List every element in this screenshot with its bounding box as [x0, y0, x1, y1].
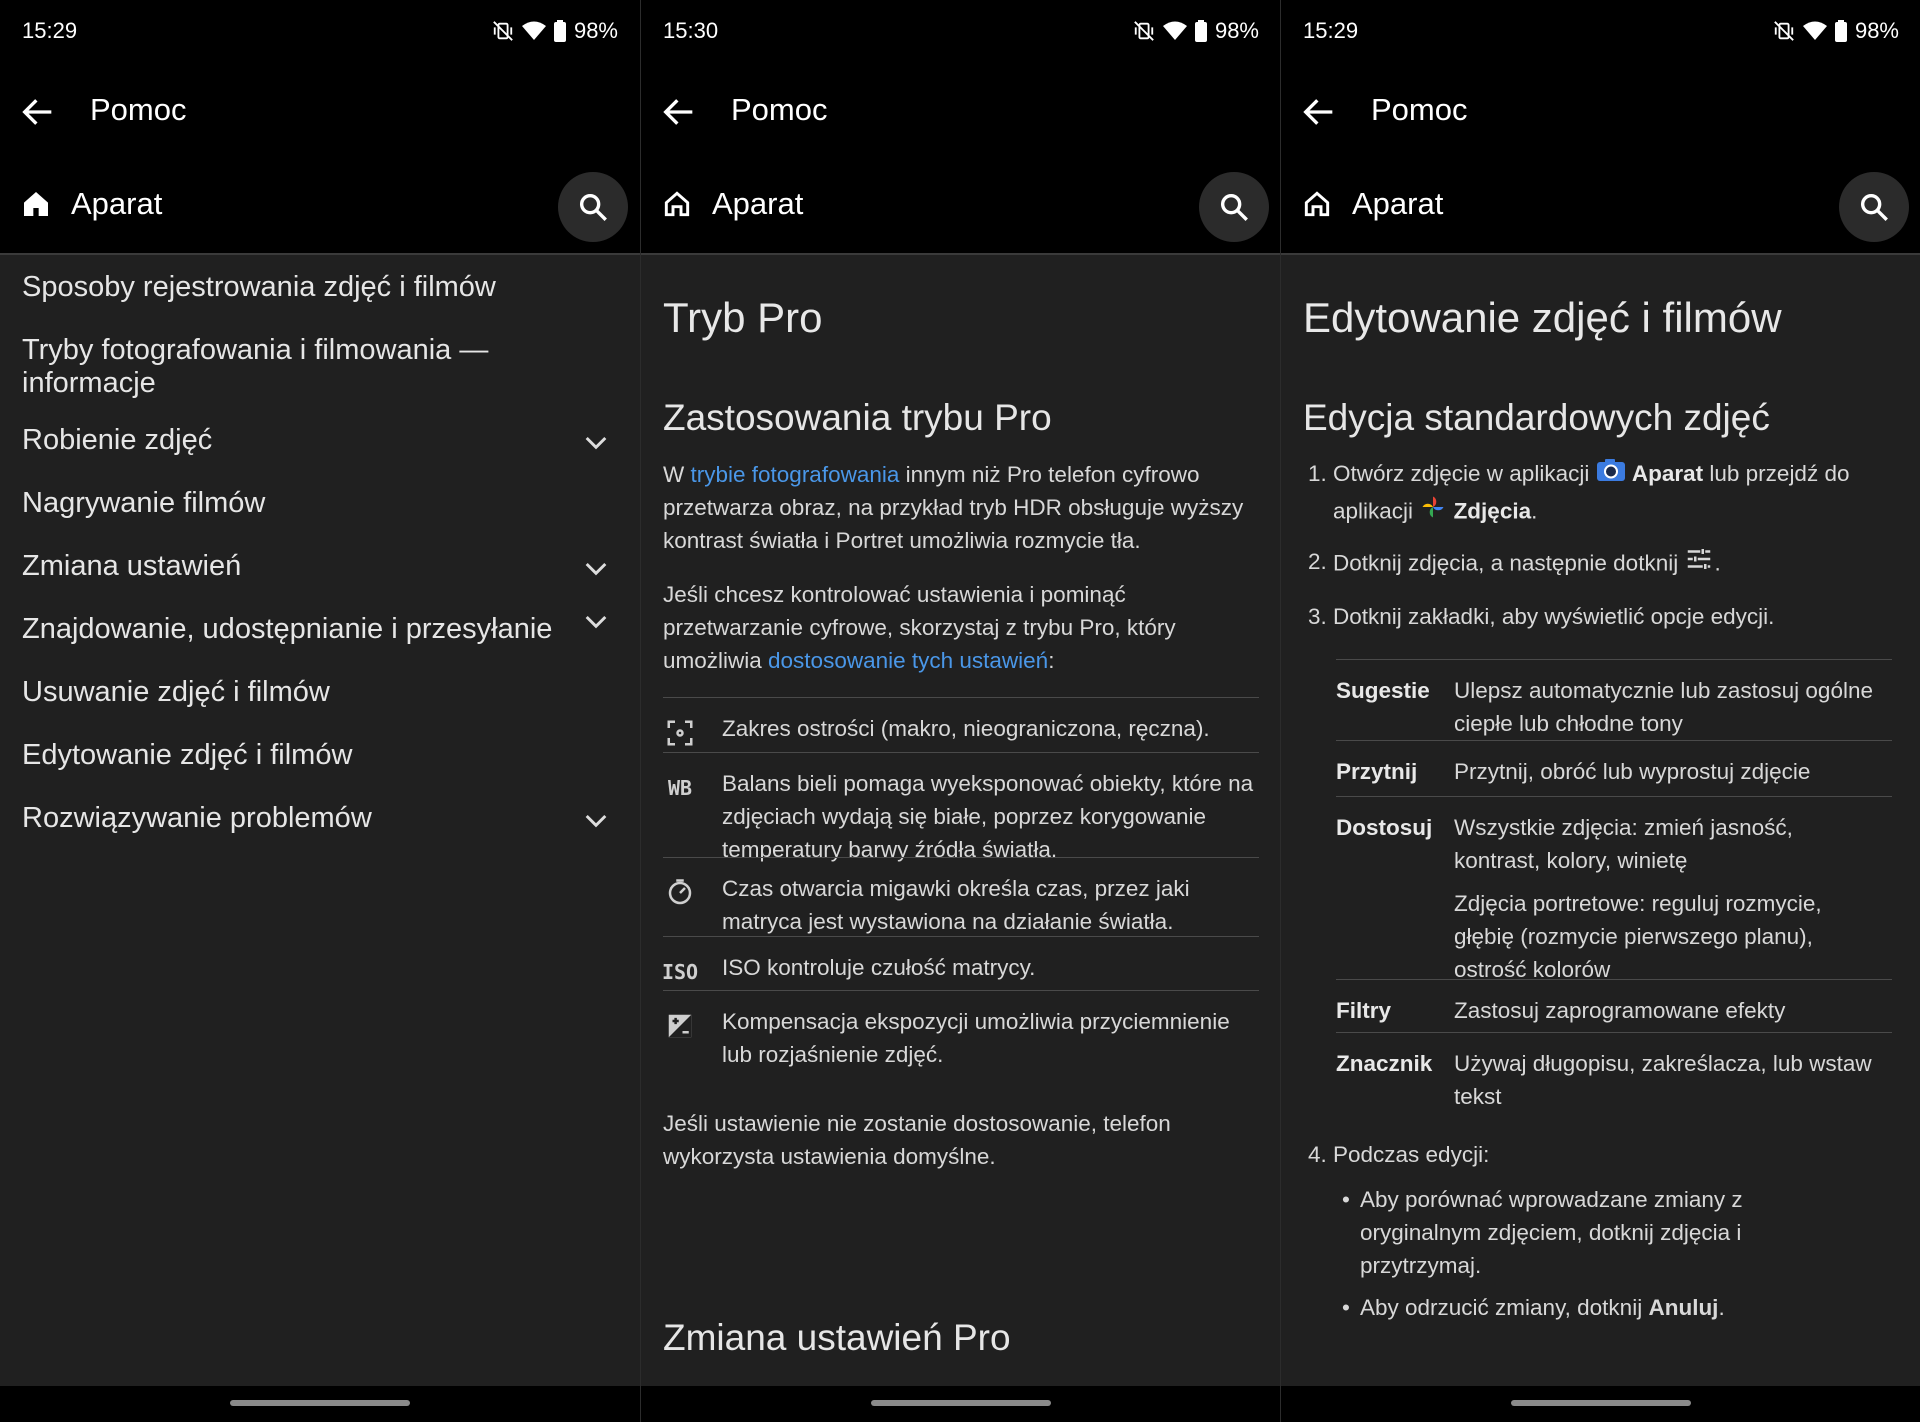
feature-row: WB Balans bieli pomaga wyeksponować obiekty, które na zdjęciach wydają się białe, poprzez korygowanie temperatury barwy źródła światła.	[663, 752, 1259, 857]
app-bar	[1281, 64, 1920, 158]
panel-edit-photos	[1280, 0, 1920, 1422]
feature-row: Kompensacja ekspozycji umożliwia przyciemnienie lub rozjaśnienie zdjęć.	[663, 990, 1259, 1070]
section-heading: Zastosowania trybu Pro	[663, 397, 1052, 438]
list-item: • Aby odrzucić zmiany, dotknij Anuluj.	[1342, 1295, 1725, 1320]
focus-icon	[663, 716, 697, 750]
battery-percent: 98%	[1214, 18, 1259, 43]
status-bar	[641, 0, 1280, 64]
chevron-down-icon	[580, 605, 612, 637]
back-arrow-icon[interactable]	[18, 92, 58, 132]
iso-icon: ISO	[661, 960, 699, 984]
gesture-bar	[1281, 1386, 1920, 1422]
chevron-down-icon	[580, 804, 612, 836]
breadcrumb	[0, 158, 640, 255]
breadcrumb	[1281, 158, 1920, 255]
white-balance-icon: WB	[667, 776, 693, 800]
exposure-icon	[663, 1009, 697, 1043]
menu-item[interactable]: Robienie zdjęć	[22, 424, 618, 457]
battery-percent: 98%	[573, 18, 618, 43]
section-heading: Edycja standardowych zdjęć	[1303, 397, 1770, 438]
chevron-down-icon	[580, 426, 612, 458]
menu-item[interactable]: Tryby fotografowania i filmowania — informacje	[22, 334, 489, 399]
breadcrumb-label[interactable]: Aparat	[71, 186, 163, 221]
home-indicator[interactable]	[1511, 1400, 1691, 1406]
step-item: 2. Dotknij zdjęcia, a następnie dotknij .	[1303, 544, 1903, 580]
step-item: 4. Podczas edycji:	[1308, 1142, 1490, 1167]
search-button[interactable]	[1199, 172, 1269, 242]
article-content	[641, 257, 1280, 1385]
breadcrumb-label[interactable]: Aparat	[712, 186, 804, 221]
menu-item[interactable]: Nagrywanie filmów	[22, 487, 266, 519]
status-time: 15:29	[22, 18, 78, 43]
link-shooting-mode[interactable]: trybie fotografowania	[690, 462, 900, 487]
menu-item[interactable]: Zmiana ustawień	[22, 550, 618, 583]
back-arrow-icon[interactable]	[1299, 92, 1339, 132]
breadcrumb-label[interactable]: Aparat	[1352, 186, 1444, 221]
wifi-icon	[522, 20, 546, 42]
battery-icon	[554, 20, 566, 42]
vibrate-icon	[1133, 20, 1155, 42]
battery-icon	[1195, 20, 1207, 42]
home-indicator[interactable]	[871, 1400, 1051, 1406]
photos-app-icon	[1419, 493, 1447, 532]
vibrate-icon	[492, 20, 514, 42]
step-item: 1. Otwórz zdjęcie w aplikacji Aparat lub przejdź do aplikacji Zdjęcia.	[1303, 456, 1903, 528]
home-outline-icon[interactable]	[1301, 188, 1333, 220]
chevron-down-icon	[580, 552, 612, 584]
table-row: Przytnij Przytnij, obróć lub wyprostuj zdjęcie	[1336, 740, 1892, 796]
article-title: Tryb Pro	[663, 294, 823, 341]
page-title: Pomoc	[90, 92, 187, 127]
table-row: Znacznik Używaj długopisu, zakreślacza, lub wstaw tekst	[1336, 1032, 1892, 1114]
table-row: Dostosuj Wszystkie zdjęcia: zmień jasność, kontrast, kolory, winietę Zdjęcia portretowe: reguluj rozmycie, głębię (rozmycie pierwszego planu), ostrość kolorów	[1336, 796, 1892, 979]
battery-percent: 98%	[1854, 18, 1899, 43]
vibrate-icon	[1773, 20, 1795, 42]
menu-item[interactable]: Edytowanie zdjęć i filmów	[22, 739, 353, 771]
tune-sliders-icon	[1684, 544, 1714, 585]
table-row: Sugestie Ulepsz automatycznie lub zastosuj ogólne ciepłe lub chłodne tony	[1336, 659, 1892, 740]
page-title: Pomoc	[731, 92, 828, 127]
menu-item[interactable]: Znajdowanie, udostępnianie i przesyłanie	[22, 613, 618, 646]
paragraph: Jeśli ustawienie nie zostanie dostosowanie, telefon wykorzysta ustawienia domyślne.	[663, 1111, 1171, 1169]
step-item: 3. Dotknij zakładki, aby wyświetlić opcje edycji.	[1308, 604, 1775, 629]
home-icon[interactable]	[20, 188, 52, 220]
article-content	[1281, 257, 1920, 1385]
wifi-icon	[1163, 20, 1187, 42]
gesture-bar	[641, 1386, 1280, 1422]
search-icon	[576, 190, 610, 224]
camera-app-icon	[1596, 457, 1626, 493]
feature-row: Czas otwarcia migawki określa czas, przez jaki matryca jest wystawiona na działanie światła.	[663, 857, 1259, 936]
article-title: Edytowanie zdjęć i filmów	[1303, 294, 1782, 341]
shutter-timer-icon	[663, 876, 697, 910]
home-indicator[interactable]	[230, 1400, 410, 1406]
feature-row: Zakres ostrości (makro, nieograniczona, ręczna).	[663, 697, 1259, 752]
page-title: Pomoc	[1371, 92, 1468, 127]
status-bar	[1281, 0, 1920, 64]
paragraph: Jeśli chcesz kontrolować ustawienia i pominąć przetwarzanie cyfrowe, skorzystaj z trybu Pro, który umożliwia dostosowanie tych ustawień:	[663, 582, 1176, 673]
home-outline-icon[interactable]	[661, 188, 693, 220]
section-heading: Zmiana ustawień Pro	[663, 1317, 1011, 1358]
panel-pro-mode	[640, 0, 1280, 1422]
menu-item[interactable]: Rozwiązywanie problemów	[22, 802, 618, 835]
status-time: 15:29	[1303, 18, 1359, 43]
wifi-icon	[1803, 20, 1827, 42]
battery-icon	[1835, 20, 1847, 42]
paragraph: W trybie fotografowania innym niż Pro telefon cyfrowo przetwarza obraz, na przykład tryb HDR obsługuje wyższy kontrast światła i Portret umożliwia rozmycie tła.	[663, 462, 1244, 553]
gesture-bar	[0, 1386, 640, 1422]
menu-item[interactable]: Sposoby rejestrowania zdjęć i filmów	[22, 271, 496, 303]
search-button[interactable]	[1839, 172, 1909, 242]
table-row: Filtry Zastosuj zaprogramowane efekty	[1336, 979, 1892, 1032]
back-arrow-icon[interactable]	[659, 92, 699, 132]
search-icon	[1857, 190, 1891, 224]
search-button[interactable]	[558, 172, 628, 242]
app-bar	[0, 64, 640, 158]
menu-item[interactable]: Usuwanie zdjęć i filmów	[22, 676, 330, 708]
list-item: • Aby porównać wprowadzane zmiany z oryginalnym zdjęciem, dotknij zdjęcia i przytrzymaj.	[1342, 1187, 1743, 1278]
status-time: 15:30	[663, 18, 719, 43]
app-bar	[641, 64, 1280, 158]
panel-help-menu	[0, 0, 640, 1422]
feature-row: ISO ISO kontroluje czułość matrycy.	[663, 936, 1259, 990]
status-bar	[0, 0, 640, 64]
help-topic-list	[0, 257, 640, 1385]
search-icon	[1217, 190, 1251, 224]
breadcrumb	[641, 158, 1280, 255]
link-adjust-settings[interactable]: dostosowanie tych ustawień	[768, 648, 1049, 673]
